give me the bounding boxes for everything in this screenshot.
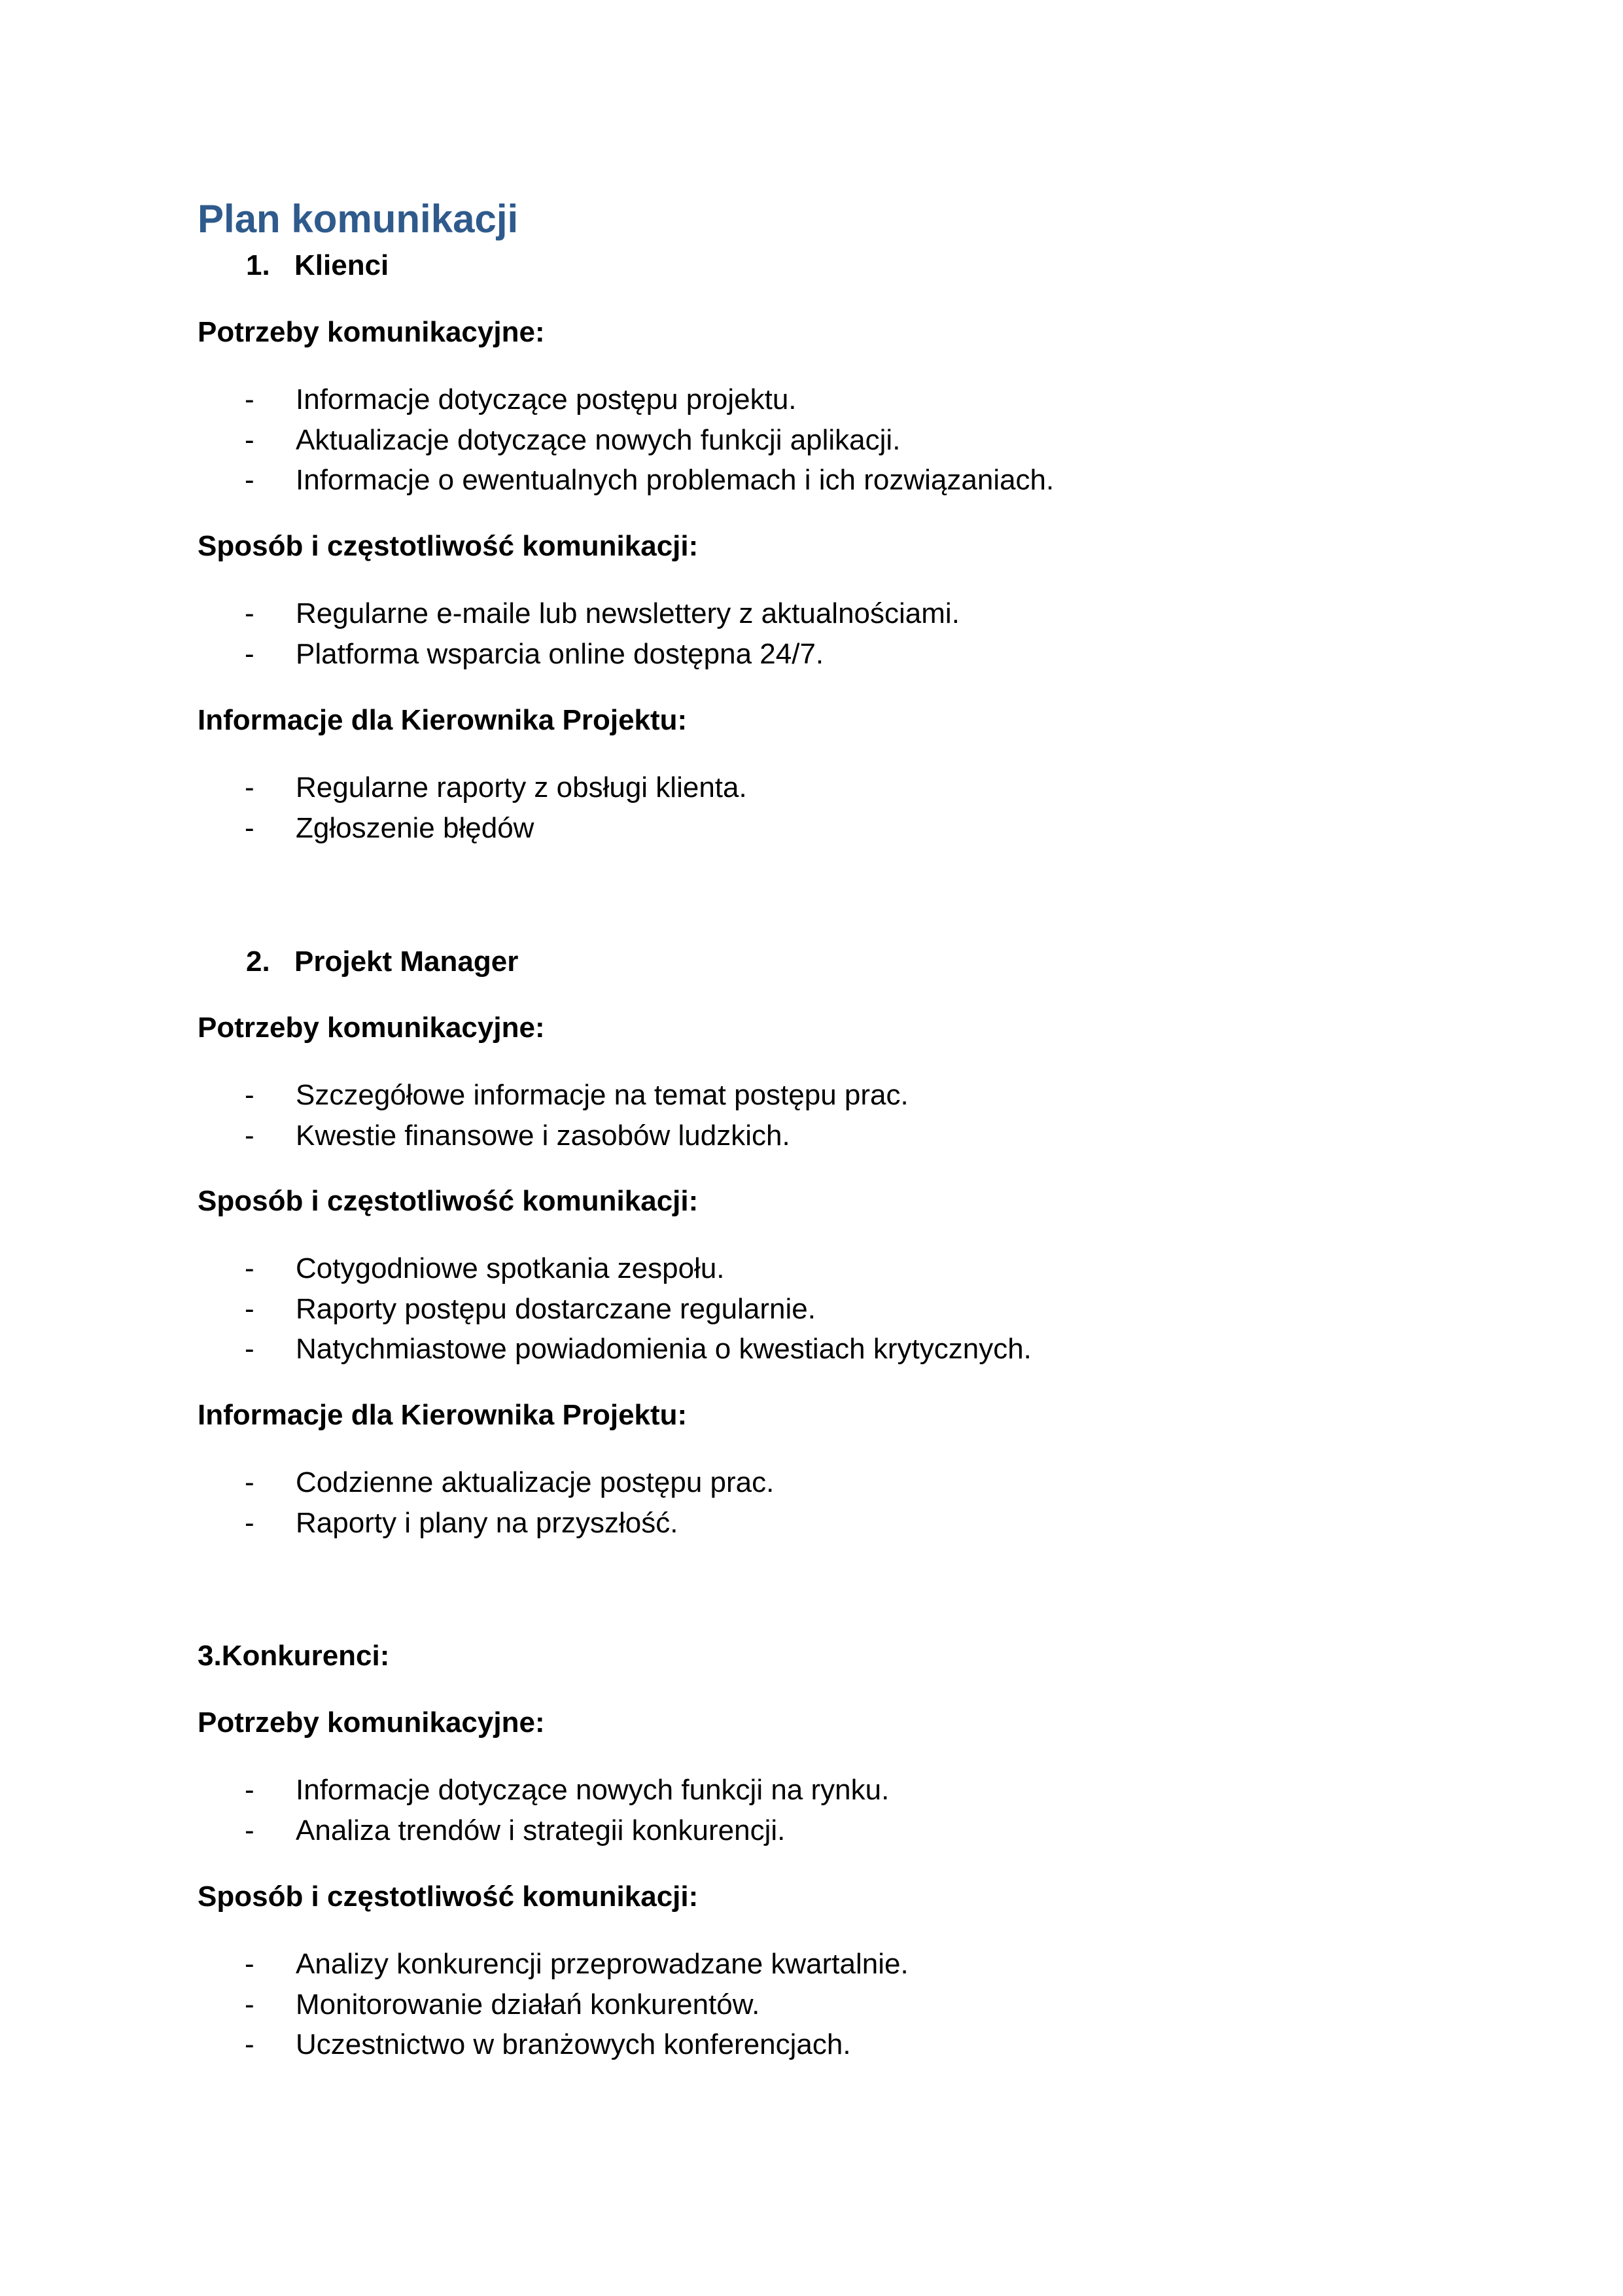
bullet-dash: -: [245, 383, 254, 415]
list-item-text: Analizy konkurencji przeprowadzane kwartalnie.: [296, 1948, 909, 1980]
subheading-pm-info: Informacje dla Kierownika Projektu:: [198, 1399, 688, 1431]
bullet-dash: -: [245, 1506, 254, 1539]
bullet-dash: -: [245, 1079, 254, 1111]
section-heading-konkurenci: 3.Konkurenci:: [198, 1640, 390, 1672]
list-item-text: Analiza trendów i strategii konkurencji.: [296, 1814, 786, 1846]
list-item-text: Zgłoszenie błędów: [296, 811, 534, 844]
bullet-dash: -: [245, 1988, 254, 2021]
subheading-needs: Potrzeby komunikacyjne:: [198, 1012, 545, 1044]
list-item-text: Kwestie finansowe i zasobów ludzkich.: [296, 1119, 790, 1152]
list-item-text: Informacje o ewentualnych problemach i ich rozwiązaniach.: [296, 464, 1055, 496]
subheading-needs: Potrzeby komunikacyjne:: [198, 316, 545, 348]
bullet-dash: -: [245, 1466, 254, 1498]
bullet-dash: -: [245, 1774, 254, 1806]
list-item-text: Raporty i plany na przyszłość.: [296, 1506, 678, 1539]
bullet-dash: -: [245, 464, 254, 496]
bullet-dash: -: [245, 423, 254, 456]
list-item-text: Monitorowanie działań konkurentów.: [296, 1988, 760, 2021]
subheading-pm-info: Informacje dla Kierownika Projektu:: [198, 704, 688, 736]
bullet-dash: -: [245, 1252, 254, 1284]
subheading-needs: Potrzeby komunikacyjne:: [198, 1706, 545, 1739]
list-item-text: Natychmiastowe powiadomienia o kwestiach krytycznych.: [296, 1333, 1032, 1365]
section-heading-klienci: [246, 246, 389, 285]
list-item-text: Aktualizacje dotyczące nowych funkcji aplikacji.: [296, 423, 901, 456]
list-item-text: Raporty postępu dostarczane regularnie.: [296, 1292, 816, 1325]
bullet-dash: -: [245, 1333, 254, 1365]
list-item-text: Regularne e-maile lub newslettery z aktualnościami.: [296, 597, 960, 629]
section-number: 2.: [246, 945, 270, 978]
bullet-dash: -: [245, 771, 254, 804]
section-number: 1.: [246, 249, 270, 281]
list-item-text: Regularne raporty z obsługi klienta.: [296, 771, 747, 804]
bullet-dash: -: [245, 1814, 254, 1846]
bullet-dash: -: [245, 1292, 254, 1325]
bullet-dash: -: [245, 597, 254, 629]
bullet-dash: -: [245, 637, 254, 670]
list-item-text: Informacje dotyczące nowych funkcji na rynku.: [296, 1774, 890, 1806]
list-item-text: Cotygodniowe spotkania zespołu.: [296, 1252, 725, 1284]
list-item-text: Codzienne aktualizacje postępu prac.: [296, 1466, 775, 1498]
section-name: Klienci: [294, 249, 389, 281]
section-heading-projekt-manager: [246, 942, 518, 981]
list-item-text: Uczestnictwo w branżowych konferencjach.: [296, 2028, 851, 2060]
subheading-method: Sposób i częstotliwość komunikacji:: [198, 1185, 699, 1217]
list-item-text: Informacje dotyczące postępu projektu.: [296, 383, 797, 415]
page-title: Plan komunikacji: [198, 197, 519, 241]
bullet-dash: -: [245, 1948, 254, 1980]
bullet-dash: -: [245, 2028, 254, 2060]
list-item-text: Platforma wsparcia online dostępna 24/7.: [296, 637, 824, 670]
list-item-text: Szczegółowe informacje na temat postępu prac.: [296, 1079, 909, 1111]
subheading-method: Sposób i częstotliwość komunikacji:: [198, 1881, 699, 1913]
subheading-method: Sposób i częstotliwość komunikacji:: [198, 530, 699, 562]
bullet-dash: -: [245, 811, 254, 844]
bullet-dash: -: [245, 1119, 254, 1152]
section-name: Projekt Manager: [294, 945, 519, 978]
